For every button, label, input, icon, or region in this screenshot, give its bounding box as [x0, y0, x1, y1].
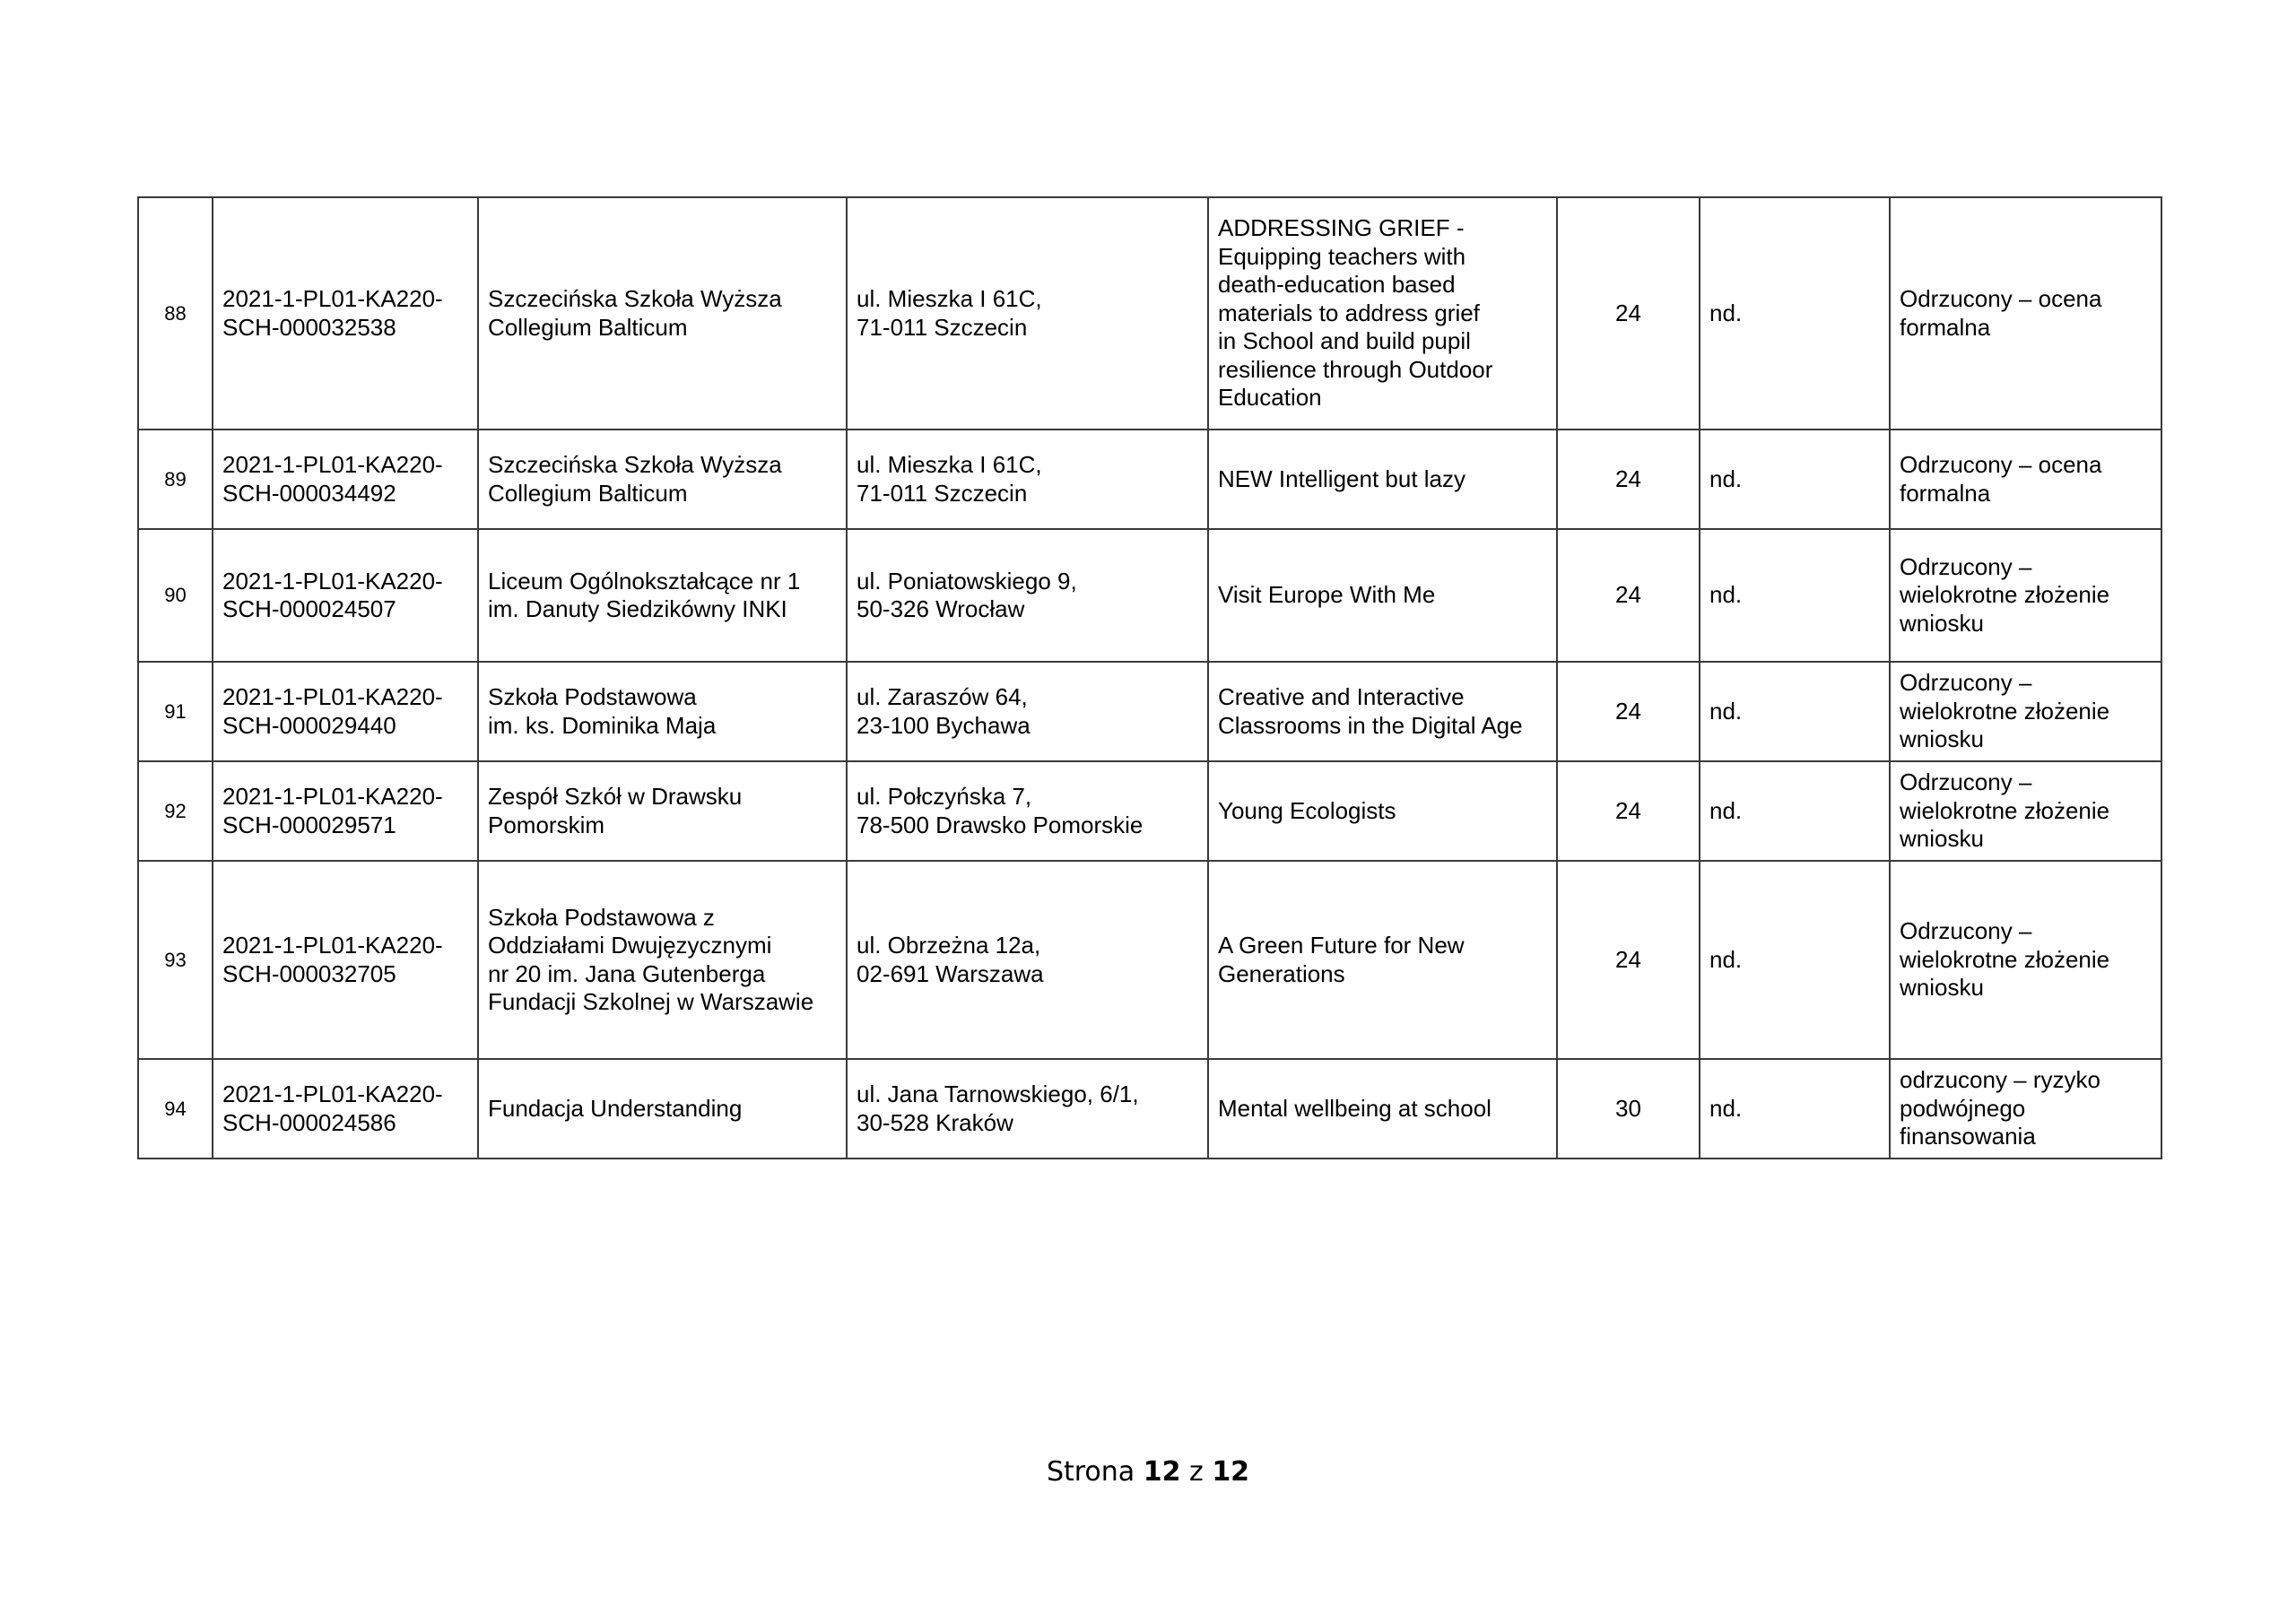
row-number: 94 — [138, 1059, 213, 1159]
status: Odrzucony – wielokrotne złożenie wniosku — [1890, 761, 2161, 861]
applicant-name: Szczecińska Szkoła Wyższa Collegium Balticum — [478, 430, 847, 529]
applicant-address: ul. Obrzeżna 12a, 02-691 Warszawa — [847, 861, 1208, 1059]
applicant-address: ul. Połczyńska 7, 78-500 Drawsko Pomorskie — [847, 761, 1208, 861]
table-row — [138, 662, 2161, 761]
amount: nd. — [1700, 197, 1890, 430]
applicant-name: Fundacja Understanding — [478, 1059, 847, 1159]
duration-months: 30 — [1557, 1059, 1700, 1159]
row-number: 89 — [138, 430, 213, 529]
duration-months: 24 — [1557, 197, 1700, 430]
amount: nd. — [1700, 430, 1890, 529]
applicant-address: ul. Mieszka I 61C, 71-011 Szczecin — [847, 430, 1208, 529]
status: Odrzucony – wielokrotne złożenie wniosku — [1890, 529, 2161, 662]
results-table — [137, 196, 2162, 1159]
project-title: A Green Future for New Generations — [1208, 861, 1557, 1059]
applicant-address: ul. Jana Tarnowskiego, 6/1, 30-528 Kraków — [847, 1059, 1208, 1159]
application-number: 2021-1-PL01-KA220- SCH-000024507 — [213, 529, 478, 662]
application-number: 2021-1-PL01-KA220- SCH-000032705 — [213, 861, 478, 1059]
applicant-name: Szczecińska Szkoła Wyższa Collegium Balticum — [478, 197, 847, 430]
application-number: 2021-1-PL01-KA220- SCH-000032538 — [213, 197, 478, 430]
footer-total-pages: 12 — [1212, 1456, 1250, 1488]
application-number: 2021-1-PL01-KA220- SCH-000029571 — [213, 761, 478, 861]
project-title: Mental wellbeing at school — [1208, 1059, 1557, 1159]
amount: nd. — [1700, 662, 1890, 761]
duration-months: 24 — [1557, 529, 1700, 662]
amount: nd. — [1700, 861, 1890, 1059]
duration-months: 24 — [1557, 662, 1700, 761]
footer-current-page: 12 — [1143, 1456, 1181, 1488]
table-row — [138, 430, 2161, 529]
row-number: 93 — [138, 861, 213, 1059]
table-row — [138, 529, 2161, 662]
applicant-name: Szkoła Podstawowa z Oddziałami Dwujęzycznymi nr 20 im. Jana Gutenberga Fundacji Szkolnej w Warszawie — [478, 861, 847, 1059]
table-row — [138, 761, 2161, 861]
page-footer — [0, 1456, 2296, 1488]
project-title: ADDRESSING GRIEF - Equipping teachers with death-education based materials to address grief in School and build pupil resilience through Outdoor Education — [1208, 197, 1557, 430]
project-title: Visit Europe With Me — [1208, 529, 1557, 662]
applicant-name: Zespół Szkół w Drawsku Pomorskim — [478, 761, 847, 861]
status: Odrzucony – wielokrotne złożenie wniosku — [1890, 662, 2161, 761]
status: odrzucony – ryzyko podwójnego finansowania — [1890, 1059, 2161, 1159]
status: Odrzucony – ocena formalna — [1890, 430, 2161, 529]
amount: nd. — [1700, 529, 1890, 662]
row-number: 92 — [138, 761, 213, 861]
row-number: 88 — [138, 197, 213, 430]
status: Odrzucony – wielokrotne złożenie wniosku — [1890, 861, 2161, 1059]
duration-months: 24 — [1557, 861, 1700, 1059]
application-number: 2021-1-PL01-KA220- SCH-000024586 — [213, 1059, 478, 1159]
applicant-name: Liceum Ogólnokształcące nr 1 im. Danuty Siedzikówny INKI — [478, 529, 847, 662]
applicant-address: ul. Zaraszów 64, 23-100 Bychawa — [847, 662, 1208, 761]
applicant-address: ul. Mieszka I 61C, 71-011 Szczecin — [847, 197, 1208, 430]
project-title: NEW Intelligent but lazy — [1208, 430, 1557, 529]
project-title: Creative and Interactive Classrooms in the Digital Age — [1208, 662, 1557, 761]
project-title: Young Ecologists — [1208, 761, 1557, 861]
table-row — [138, 1059, 2161, 1159]
duration-months: 24 — [1557, 761, 1700, 861]
amount: nd. — [1700, 761, 1890, 861]
status: Odrzucony – ocena formalna — [1890, 197, 2161, 430]
application-number: 2021-1-PL01-KA220- SCH-000034492 — [213, 430, 478, 529]
row-number: 90 — [138, 529, 213, 662]
duration-months: 24 — [1557, 430, 1700, 529]
applicant-address: ul. Poniatowskiego 9, 50-326 Wrocław — [847, 529, 1208, 662]
footer-prefix: Strona — [1046, 1456, 1135, 1488]
footer-separator: z — [1189, 1456, 1204, 1488]
applicant-name: Szkoła Podstawowa im. ks. Dominika Maja — [478, 662, 847, 761]
application-number: 2021-1-PL01-KA220- SCH-000029440 — [213, 662, 478, 761]
amount: nd. — [1700, 1059, 1890, 1159]
table-row — [138, 861, 2161, 1059]
table-row — [138, 197, 2161, 430]
row-number: 91 — [138, 662, 213, 761]
